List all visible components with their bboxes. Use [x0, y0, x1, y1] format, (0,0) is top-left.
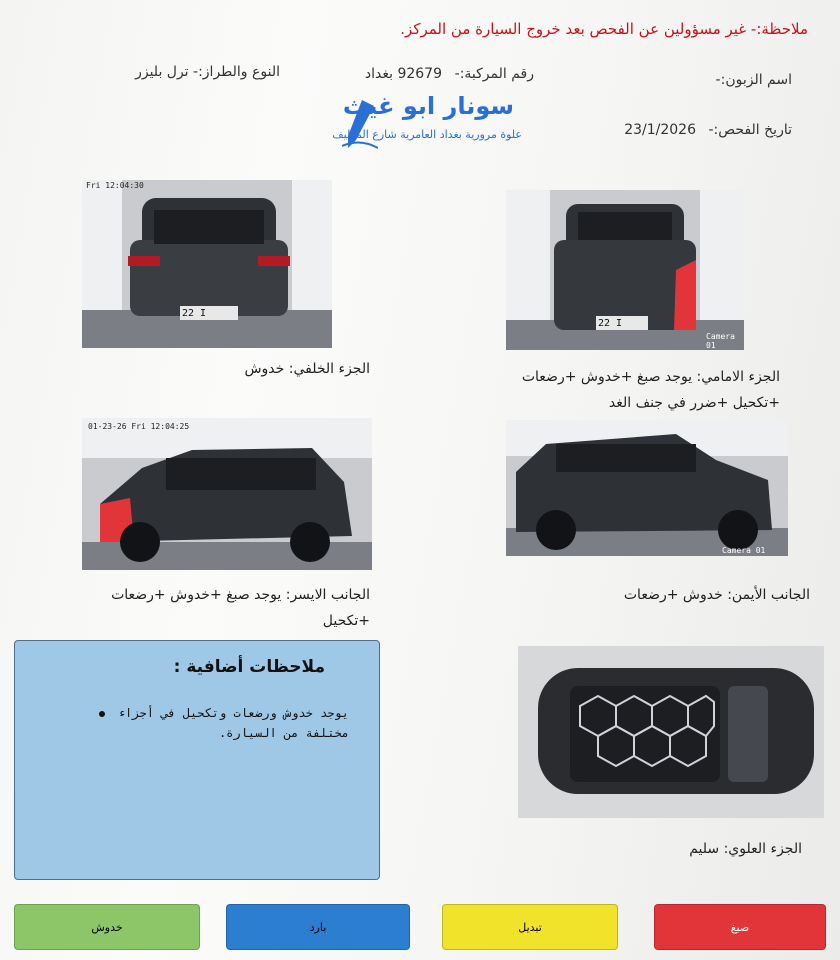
rear-photo — [82, 180, 332, 348]
front-caption: الجزء الامامي: يوجد صبغ +خدوش +رضعات +تكحيل +ضرر في جنف الغد — [521, 369, 780, 411]
right-photo-camera-label: Camera 01 — [722, 546, 766, 555]
right-side-caption: الجانب الأيمن: خدوش +رضعات — [623, 587, 810, 603]
model-label: النوع والطراز:- ترل بليزر — [135, 64, 280, 80]
left-side-caption: الجانب الايسر: يوجد صبغ +خدوش +رضعات +تكحيل — [111, 587, 370, 629]
disclaimer-note: ملاحظة:- غير مسؤولين عن الفحص بعد خروج السيارة من المركز. — [400, 20, 808, 38]
legend-replacement — [442, 904, 618, 950]
left-photo-timestamp: 01-23-26 Fri 12:04:25 — [88, 422, 190, 431]
legend-cold-repair-label: بارد — [309, 920, 327, 934]
notes-text: يوجد خدوش ورضعات وتكحيل في أجزاء مختلفة من السيارة. — [117, 706, 349, 740]
rear-photo-timestamp: Fri 12:04:30 — [86, 181, 144, 190]
front-photo-plate: 22 I — [598, 318, 623, 329]
notes-title: ملاحظات أضافية : — [173, 657, 325, 677]
legend-scratches-label: خدوش — [91, 920, 123, 934]
plate-value: 92679 بغداد — [364, 66, 442, 82]
top-caption: الجزء العلوي: سليم — [689, 841, 802, 857]
logo-address: علوة مرورية بغداد العامرية شارع المطيف — [332, 128, 522, 141]
additional-notes-box — [14, 640, 380, 880]
legend-paint-label: صبغ — [730, 920, 750, 934]
legend-scratches — [14, 904, 200, 950]
inspection-date-label: تاريخ الفحص:- — [708, 122, 792, 138]
legend-cold-repair — [226, 904, 410, 950]
legend-paint — [654, 904, 826, 950]
logo-name: سونار ابو غيث — [342, 92, 514, 120]
top-photo — [518, 646, 824, 818]
legend-replacement-label: تبديل — [518, 920, 542, 934]
rear-caption: الجزء الخلفي: خدوش — [244, 361, 370, 377]
rear-photo-plate: 22 I — [182, 308, 207, 319]
plate-label: رقم المركبة:- — [454, 66, 534, 82]
customer-name-label: اسم الزبون:- — [715, 72, 792, 88]
right-side-photo — [506, 420, 788, 556]
inspection-date-value: 23/1/2026 — [624, 122, 696, 138]
left-side-photo — [82, 418, 372, 570]
center-logo — [332, 92, 538, 162]
front-photo — [506, 190, 744, 350]
bullet-icon — [99, 711, 105, 717]
front-photo-camera-label: Camera 01 — [706, 332, 735, 350]
